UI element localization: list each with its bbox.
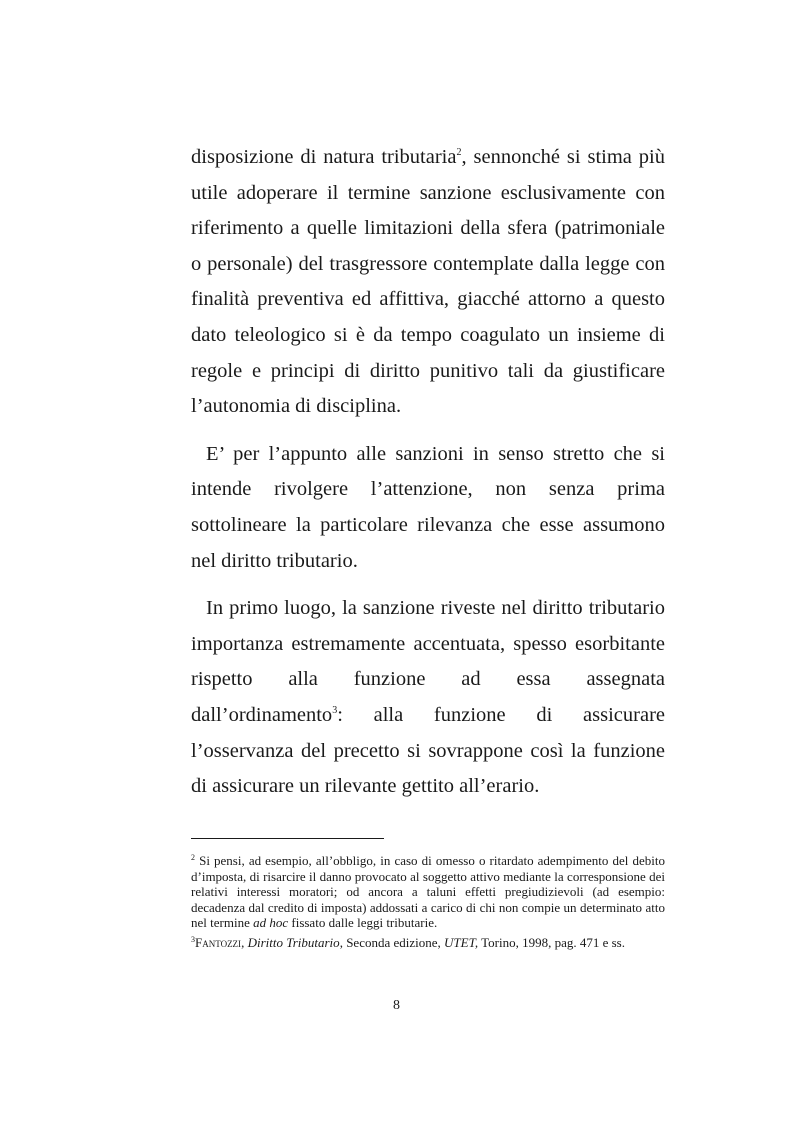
body-text <box>191 140 665 817</box>
footnote-3-edition: , Seconda edizione, <box>339 934 445 950</box>
footnote-3-end: Torino, 1998, pag. 471 e ss. <box>478 934 625 950</box>
paragraph-3 <box>191 591 665 805</box>
paragraph-2: E’ per l’appunto alle sanzioni in senso stretto che si intende rivolgere l’attenzione, non senza prima sottolineare la particolare rilevanza che esse assumono nel diritto tributario. <box>191 442 665 572</box>
footnote-3-title: Diritto Tributario <box>247 934 340 950</box>
paragraph-1-text-b: , sennonché si stima più utile adoperare il termine sanzione esclusivamente con riferimento a quelle limitazioni della sfera (patrimoniale o personale) del trasgressore contemplate dalla legge con finalità preventiva ed affittiva, giacché attorno a questo dato teleologico si è da tempo coagulato un insieme di regole e principi di diritto punitivo tali da giustificare l’autonomia di disciplina. <box>191 146 665 418</box>
footnote-2-italic: ad hoc <box>253 915 289 931</box>
footnote-3-number: 3 <box>191 934 195 944</box>
paragraph-1-text-a: disposizione di natura tributaria <box>191 146 457 168</box>
footnotes <box>191 853 665 955</box>
paragraph-3-text-a: In primo luogo, la sanzione riveste nel diritto tributario importanza estremamente accentuata, spesso esorbitante rispetto alla funzione ad essa assegnata dall’ordinamento <box>191 597 665 726</box>
footnote-ref-3[interactable]: 3 <box>332 704 338 716</box>
paragraph-3-text-b: : alla funzione di assicurare l’osservanza del precetto si sovrappone così la funzione di assicurare un rilevante gettito all’erario. <box>191 703 665 798</box>
footnote-3 <box>191 935 665 951</box>
footnote-2-text-b: fissato dalle leggi tributarie. <box>288 915 438 931</box>
footnote-separator <box>191 838 384 839</box>
paragraph-1 <box>191 140 665 425</box>
footnote-2-text-a: Si pensi, ad esempio, all’obbligo, in caso di omesso o ritardato adempimento del debito d’imposta, di risarcire il danno provocato al soggetto attivo mediante la corresponsione dei relativi interessi moratori; od ancora a taluni effetti pregiudizievoli (ad esempio: decadenza dal credito di imposta) addossati a carico di chi non compie un determinato atto nel termine <box>191 853 665 931</box>
footnote-ref-2[interactable]: 2 <box>456 147 462 158</box>
footnote-3-author: Fantozzi <box>195 934 242 950</box>
footnote-3-separator: , <box>241 934 248 950</box>
footnote-2 <box>191 853 665 931</box>
footnote-2-number: 2 <box>191 853 195 862</box>
page-number: 8 <box>393 998 400 1013</box>
footnote-3-publisher: UTET, <box>444 934 479 950</box>
